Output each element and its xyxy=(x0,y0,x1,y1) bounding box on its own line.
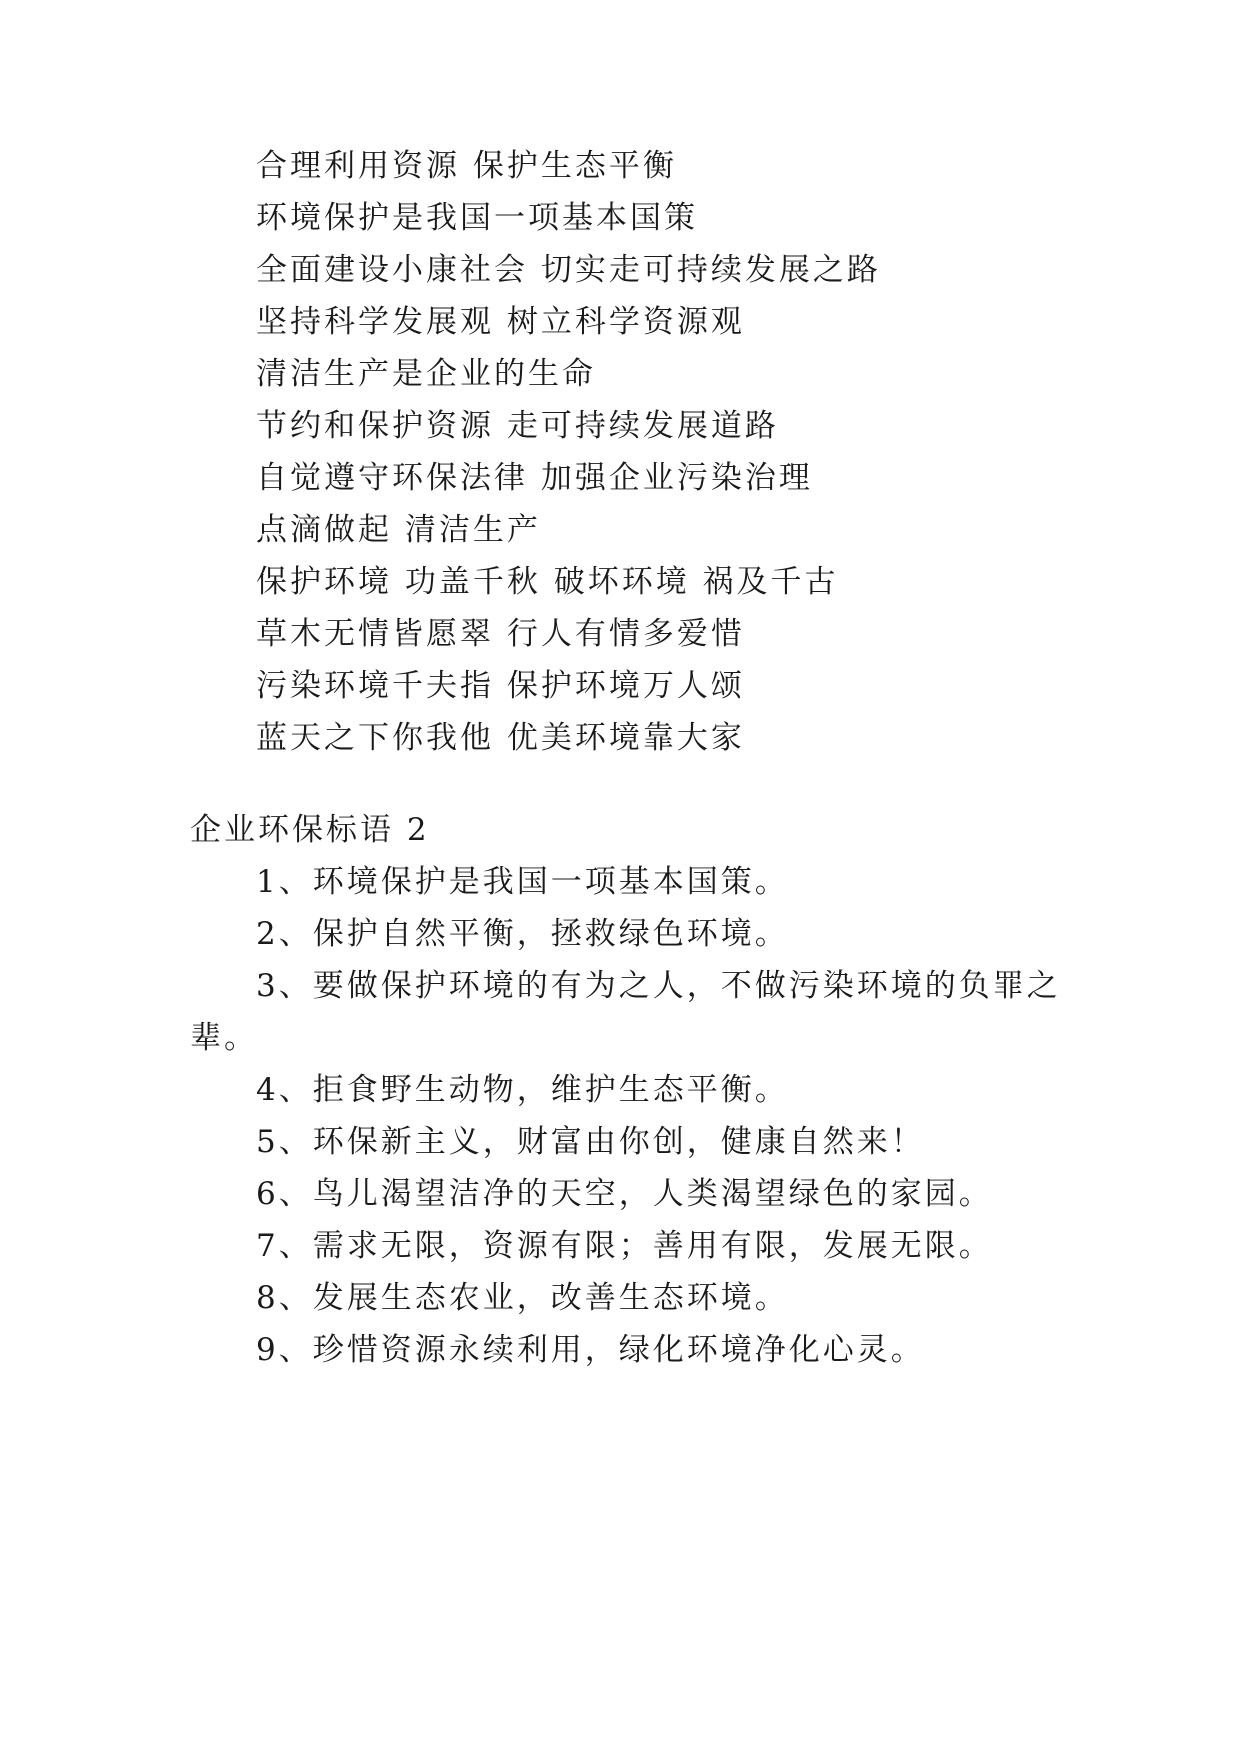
list-item: 8、发展生态农业，改善生态环境。 xyxy=(256,1280,789,1316)
section-heading: 企业环保标语 2 xyxy=(190,812,430,848)
list-item: 5、环保新主义，财富由你创，健康自然来！ xyxy=(256,1124,925,1160)
list-item: 1、环境保护是我国一项基本国策。 xyxy=(256,864,789,900)
list-item: 9、珍惜资源永续利用，绿化环境净化心灵。 xyxy=(256,1332,925,1368)
slogan-line: 自觉遵守环保法律 加强企业污染治理 xyxy=(256,460,813,496)
slogan-line: 点滴做起 清洁生产 xyxy=(256,512,541,548)
slogan-line: 环境保护是我国一项基本国策 xyxy=(256,200,698,236)
slogan-line: 坚持科学发展观 树立科学资源观 xyxy=(256,304,745,340)
list-item: 6、鸟儿渴望洁净的天空，人类渴望绿色的家园。 xyxy=(256,1176,993,1212)
list-item-continuation: 辈。 xyxy=(190,1020,258,1056)
list-item: 4、拒食野生动物，维护生态平衡。 xyxy=(256,1072,789,1108)
slogan-line: 污染环境千夫指 保护环境万人颂 xyxy=(256,668,745,704)
slogan-line: 保护环境 功盖千秋 破坏环境 祸及千古 xyxy=(256,564,839,600)
slogan-line: 节约和保护资源 走可持续发展道路 xyxy=(256,408,779,444)
list-item: 7、需求无限，资源有限；善用有限，发展无限。 xyxy=(256,1228,993,1264)
slogan-line: 清洁生产是企业的生命 xyxy=(256,356,596,392)
list-item: 3、要做保护环境的有为之人，不做污染环境的负罪之 xyxy=(256,968,1061,1004)
slogan-line: 蓝天之下你我他 优美环境靠大家 xyxy=(256,720,745,756)
slogan-line: 全面建设小康社会 切实走可持续发展之路 xyxy=(256,252,881,288)
slogan-line: 草木无情皆愿翠 行人有情多爱惜 xyxy=(256,616,745,652)
slogan-line: 合理利用资源 保护生态平衡 xyxy=(256,148,677,184)
list-item: 2、保护自然平衡，拯救绿色环境。 xyxy=(256,916,789,952)
